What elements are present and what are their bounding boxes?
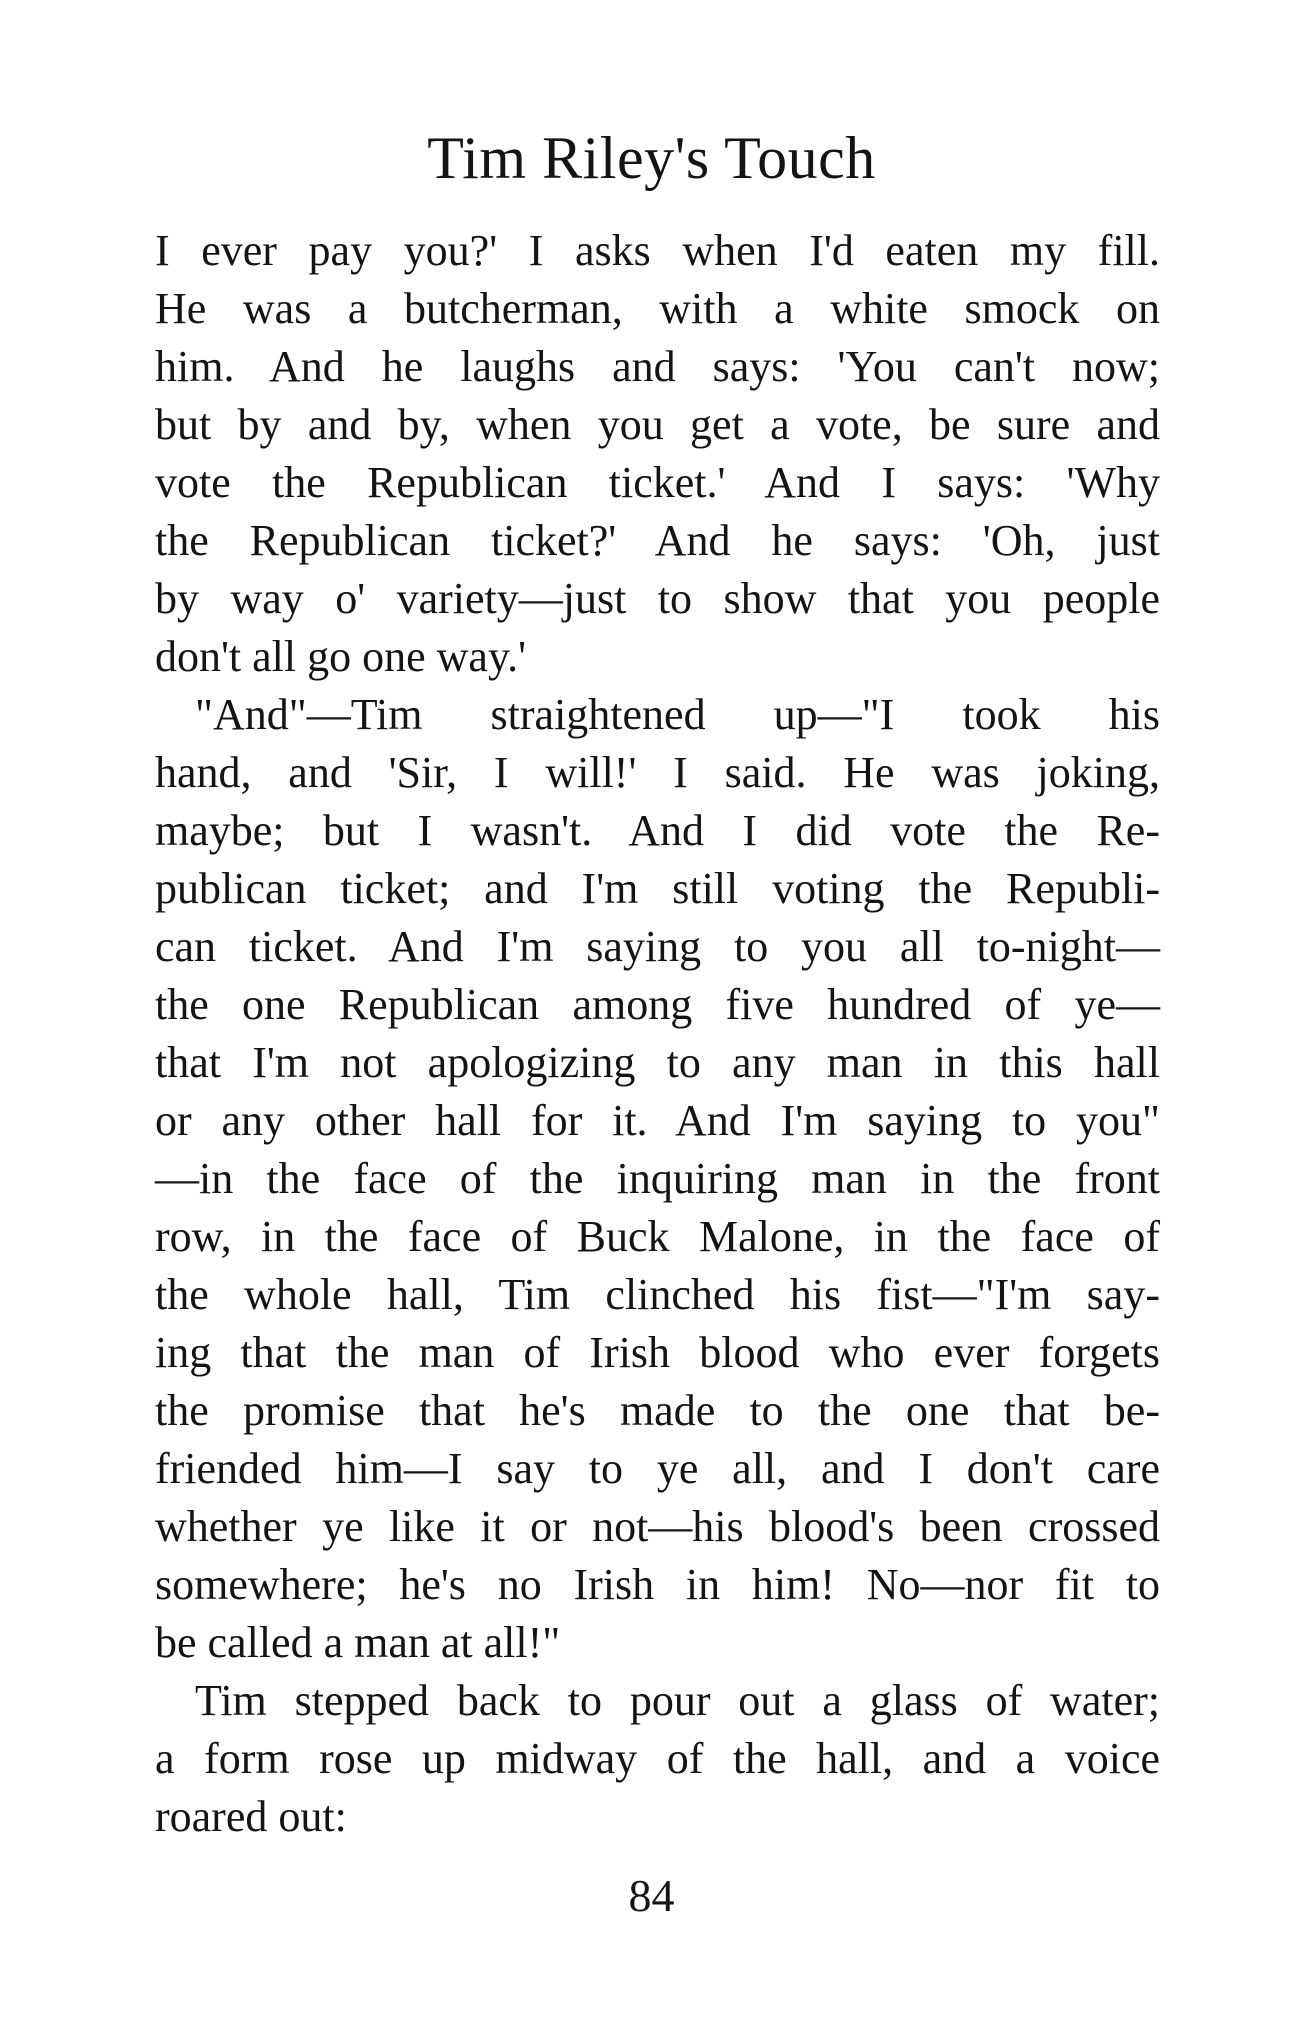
text-line: somewhere; he's no Irish in him! No—nor fit to (155, 1560, 1160, 1609)
text-line: him. And he laughs and says: 'You can't now; (155, 342, 1160, 391)
text-line: the promise that he's made to the one that be- (155, 1386, 1160, 1435)
text-line: hand, and 'Sir, I will!' I said. He was joking, (155, 748, 1160, 797)
text-line: the Republican ticket?' And he says: 'Oh, just (155, 516, 1160, 565)
text-line: by way o' variety—just to show that you people (155, 574, 1160, 623)
text-line: ing that the man of Irish blood who ever forgets (155, 1328, 1160, 1377)
text-line: can ticket. And I'm saying to you all to-night— (155, 922, 1160, 971)
text-line: publican ticket; and I'm still voting the Republi- (155, 864, 1160, 913)
text-line: but by and by, when you get a vote, be sure and (155, 400, 1160, 449)
text-line: friended him—I say to ye all, and I don't care (155, 1444, 1160, 1493)
text-line: that I'm not apologizing to any man in this hall (155, 1038, 1160, 1087)
text-line: vote the Republican ticket.' And I says: 'Why (155, 458, 1160, 507)
text-line: maybe; but I wasn't. And I did vote the Re- (155, 806, 1160, 855)
text-line: the whole hall, Tim clinched his fist—"I'm say- (155, 1270, 1160, 1319)
body-text (155, 222, 1160, 1846)
text-line: be called a man at all!" (155, 1618, 561, 1667)
text-line: Tim stepped back to pour out a glass of water; (195, 1676, 1160, 1725)
text-line: whether ye like it or not—his blood's been crossed (155, 1502, 1160, 1551)
text-line: —in the face of the inquiring man in the front (155, 1154, 1160, 1203)
text-line: row, in the face of Buck Malone, in the face of (155, 1212, 1160, 1261)
text-line: a form rose up midway of the hall, and a voice (155, 1734, 1160, 1783)
text-line: "And"—Tim straightened up—"I took his (195, 690, 1160, 739)
text-line: roared out: (155, 1792, 347, 1841)
running-head-title: Tim Riley's Touch (427, 125, 876, 191)
text-line: I ever pay you?' I asks when I'd eaten my fill. (155, 226, 1160, 275)
text-line: He was a butcherman, with a white smock on (155, 284, 1160, 333)
text-line: don't all go one way.' (155, 632, 527, 681)
page-number: 84 (628, 1870, 675, 1921)
text-line: or any other hall for it. And I'm saying to you" (155, 1096, 1160, 1145)
text-line: the one Republican among five hundred of ye— (155, 980, 1160, 1029)
